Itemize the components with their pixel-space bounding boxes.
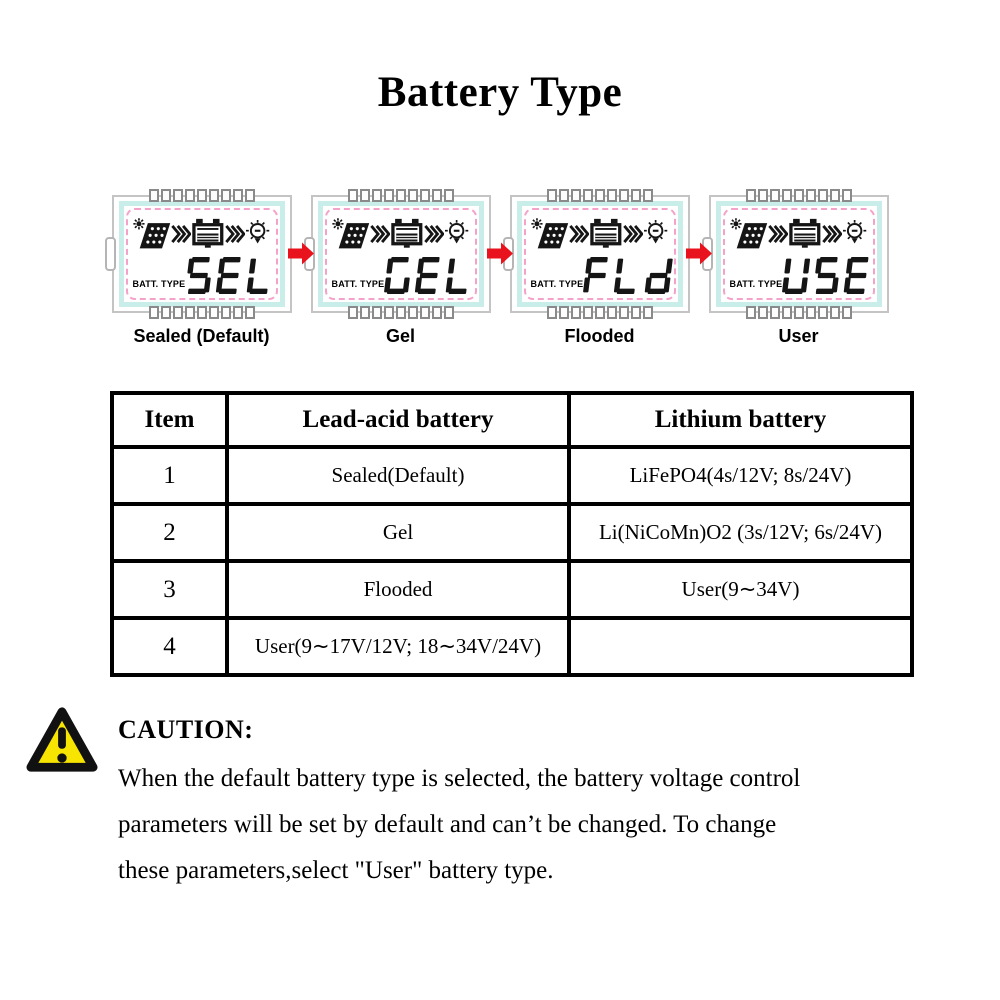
pad	[396, 189, 406, 202]
lcd-column	[112, 195, 292, 347]
lcd-screen	[524, 208, 676, 300]
lcd-screen	[126, 208, 278, 300]
connector-pads-top	[547, 189, 653, 202]
pad	[770, 189, 780, 202]
pad	[384, 189, 394, 202]
pad	[360, 306, 370, 319]
lcd-icon-row	[730, 215, 868, 252]
lcd-sequence	[0, 195, 1000, 347]
pad	[245, 306, 255, 319]
pad	[161, 306, 171, 319]
pad	[571, 306, 581, 319]
caution-line: When the default battery type is selected, the battery voltage control	[118, 765, 801, 792]
pad	[209, 306, 219, 319]
page-title: Battery Type	[377, 69, 623, 116]
warning-triangle-icon	[26, 705, 98, 780]
solar-panel-icon	[332, 215, 371, 252]
next-arrow-icon	[686, 241, 713, 271]
lcd-glass	[716, 201, 882, 307]
pad	[185, 306, 195, 319]
connector-pads-bottom	[149, 306, 255, 319]
battery-icon	[390, 216, 424, 251]
bulb-icon	[643, 217, 668, 250]
battery-icon	[589, 216, 623, 251]
batt-type-label: BATT. TYPE	[729, 279, 783, 289]
batt-type-label: BATT. TYPE	[132, 279, 186, 289]
pad	[149, 189, 159, 202]
pad	[408, 306, 418, 319]
pad	[607, 189, 617, 202]
pad	[432, 306, 442, 319]
lcd-text-row	[332, 257, 470, 294]
flow-chevrons-icon	[424, 221, 444, 247]
battery-table-body	[112, 447, 912, 675]
table-cell: Flooded	[227, 561, 569, 618]
pad	[408, 189, 418, 202]
lcd-display-value	[384, 257, 481, 294]
bulb-icon	[444, 217, 469, 250]
module-label: Flooded	[564, 326, 635, 346]
connector-pads-top	[149, 189, 255, 202]
pad	[583, 306, 593, 319]
pad	[444, 189, 454, 202]
pad	[420, 306, 430, 319]
pad	[197, 189, 207, 202]
solar-panel-icon	[730, 215, 769, 252]
pad	[173, 189, 183, 202]
connector-pads-bottom	[547, 306, 653, 319]
table-cell: Li(NiCoMn)O2 (3s/12V; 6s/24V)	[569, 504, 912, 561]
pad	[559, 189, 569, 202]
solar-panel-icon	[133, 215, 172, 252]
pad	[233, 189, 243, 202]
connector-pads-top	[348, 189, 454, 202]
flow-chevrons-icon	[370, 221, 390, 247]
pad	[161, 189, 171, 202]
caution-line: these parameters,select "User" battery type.	[118, 857, 554, 884]
lcd-module	[709, 195, 889, 313]
pad	[595, 306, 605, 319]
column-header: Lithium battery	[569, 393, 912, 447]
flow-chevrons-icon	[225, 221, 245, 247]
caution-body	[118, 756, 800, 894]
table-row	[112, 447, 912, 504]
battery-table-header-row	[112, 393, 912, 447]
solar-panel-icon	[531, 215, 570, 252]
pad	[197, 306, 207, 319]
battery-icon	[788, 216, 822, 251]
pad	[830, 189, 840, 202]
pad	[619, 189, 629, 202]
bulb-icon	[245, 217, 270, 250]
pad	[607, 306, 617, 319]
next-arrow-icon	[288, 241, 315, 271]
pad	[842, 189, 852, 202]
pad	[758, 306, 768, 319]
pad	[595, 189, 605, 202]
connector-pads-bottom	[348, 306, 454, 319]
flow-chevrons-icon	[822, 221, 842, 247]
pad	[746, 189, 756, 202]
table-row	[112, 504, 912, 561]
pad	[619, 306, 629, 319]
bulb-icon	[842, 217, 867, 250]
lcd-icon-row	[133, 215, 271, 252]
pad	[746, 306, 756, 319]
pad	[794, 189, 804, 202]
pad	[806, 189, 816, 202]
pad	[571, 189, 581, 202]
pad	[221, 306, 231, 319]
lcd-display-value	[782, 257, 879, 294]
pad	[758, 189, 768, 202]
caution-text	[118, 715, 800, 894]
lcd-icon-row	[531, 215, 669, 252]
table-cell: 3	[112, 561, 227, 618]
batt-type-label: BATT. TYPE	[331, 279, 385, 289]
pad	[631, 189, 641, 202]
lcd-column	[510, 195, 690, 347]
pad	[209, 189, 219, 202]
battery-table	[110, 391, 914, 677]
lcd-text-row	[133, 257, 271, 294]
pad	[372, 306, 382, 319]
column-header: Lead-acid battery	[227, 393, 569, 447]
pad	[233, 306, 243, 319]
lcd-text-row	[730, 257, 868, 294]
module-side-tab	[105, 237, 116, 271]
lcd-glass	[318, 201, 484, 307]
lcd-icon-row	[332, 215, 470, 252]
table-cell: 4	[112, 618, 227, 675]
pad	[782, 306, 792, 319]
table-cell: 1	[112, 447, 227, 504]
pad	[149, 306, 159, 319]
pad	[173, 306, 183, 319]
pad	[631, 306, 641, 319]
table-cell: 2	[112, 504, 227, 561]
table-cell: LiFePO4(4s/12V; 8s/24V)	[569, 447, 912, 504]
lcd-module	[112, 195, 292, 313]
lcd-display-value	[185, 257, 282, 294]
flow-chevrons-icon	[171, 221, 191, 247]
table-cell	[569, 618, 912, 675]
module-label: User	[778, 326, 819, 346]
pad	[444, 306, 454, 319]
caution-section	[26, 705, 1000, 894]
pad	[360, 189, 370, 202]
pad	[384, 306, 394, 319]
next-arrow-icon	[487, 241, 514, 271]
flow-chevrons-icon	[569, 221, 589, 247]
pad	[348, 189, 358, 202]
pad	[643, 189, 653, 202]
pad	[583, 189, 593, 202]
flow-chevrons-icon	[623, 221, 643, 247]
pad	[185, 189, 195, 202]
pad	[245, 189, 255, 202]
lcd-display-value	[583, 257, 680, 294]
lcd-screen	[723, 208, 875, 300]
table-cell: Sealed(Default)	[227, 447, 569, 504]
module-label: Gel	[385, 326, 415, 346]
pad	[432, 189, 442, 202]
table-cell: Gel	[227, 504, 569, 561]
pad	[842, 306, 852, 319]
lcd-screen	[325, 208, 477, 300]
pad	[396, 306, 406, 319]
pad	[643, 306, 653, 319]
lcd-module	[311, 195, 491, 313]
lcd-glass	[517, 201, 683, 307]
pad	[348, 306, 358, 319]
table-cell: User(9∼17V/12V; 18∼34V/24V)	[227, 618, 569, 675]
table-row	[112, 561, 912, 618]
flow-chevrons-icon	[768, 221, 788, 247]
lcd-glass	[119, 201, 285, 307]
lcd-column	[709, 195, 889, 347]
pad	[372, 189, 382, 202]
pad	[559, 306, 569, 319]
pad	[806, 306, 816, 319]
lcd-text-row	[531, 257, 669, 294]
pad	[547, 189, 557, 202]
module-label: Sealed (Default)	[133, 326, 270, 346]
pad	[547, 306, 557, 319]
pad	[794, 306, 804, 319]
lcd-column	[311, 195, 491, 347]
pad	[830, 306, 840, 319]
connector-pads-bottom	[746, 306, 852, 319]
pad	[782, 189, 792, 202]
pad	[770, 306, 780, 319]
pad	[221, 189, 231, 202]
lcd-module	[510, 195, 690, 313]
pad	[420, 189, 430, 202]
pad	[818, 189, 828, 202]
table-row	[112, 618, 912, 675]
caution-line: parameters will be set by default and can’t be changed. To change	[118, 811, 777, 838]
battery-icon	[191, 216, 225, 251]
table-cell: User(9∼34V)	[569, 561, 912, 618]
column-header: Item	[112, 393, 227, 447]
batt-type-label: BATT. TYPE	[530, 279, 584, 289]
pad	[818, 306, 828, 319]
connector-pads-top	[746, 189, 852, 202]
caution-heading: CAUTION:	[118, 715, 254, 744]
